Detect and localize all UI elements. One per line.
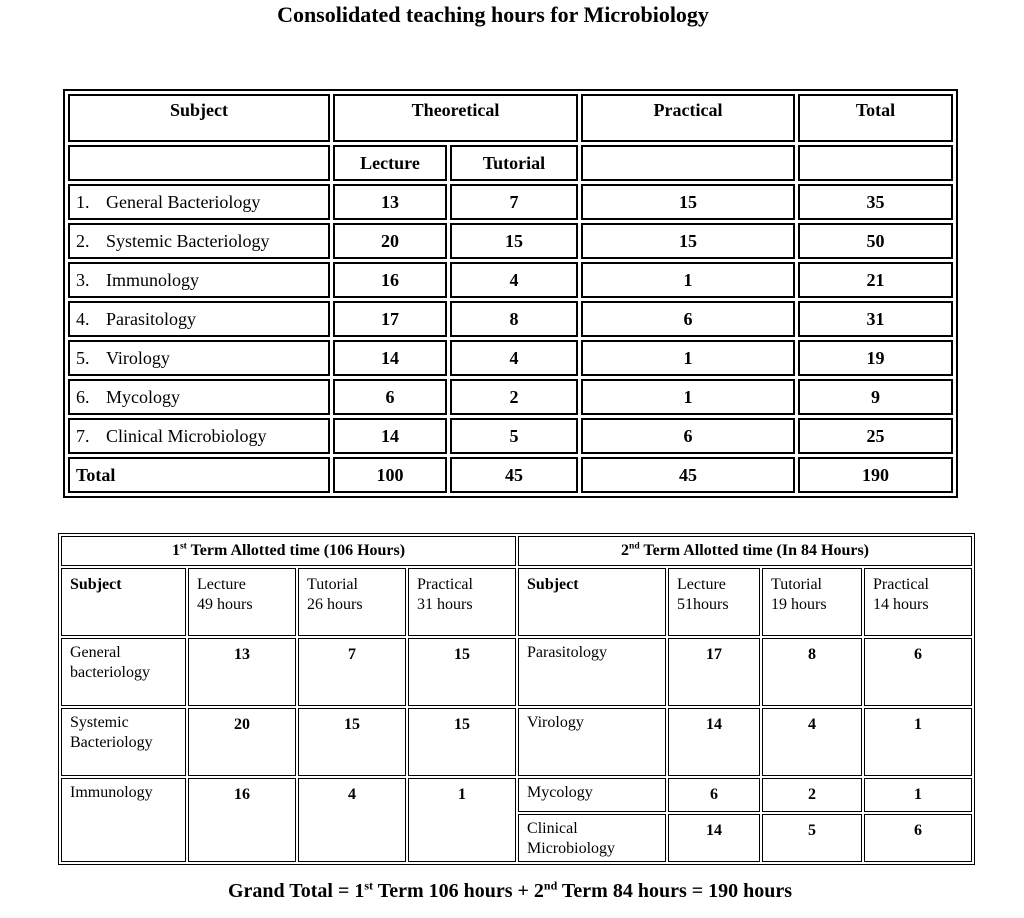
row-number: 5. [76, 347, 90, 368]
term1-subject-cell: Immunology [61, 778, 186, 862]
lecture-cell: 6 [333, 379, 447, 415]
practical-cell: 6 [581, 418, 795, 454]
term1-tutorial-cell: 4 [298, 778, 406, 862]
total-cell: 19 [798, 340, 953, 376]
term1-tutorial-cell: 7 [298, 638, 406, 706]
term1-header: 1st Term Allotted time (106 Hours) [61, 536, 516, 566]
subject-name: Mycology [106, 386, 180, 407]
row-number: 6. [76, 386, 90, 407]
term1-subject-header: Subject [61, 568, 186, 636]
row-number: 2. [76, 230, 90, 251]
lecture-cell: 16 [333, 262, 447, 298]
subject-cell [68, 262, 330, 298]
total-header: Total [798, 94, 953, 142]
row-number: 7. [76, 425, 90, 446]
subject-name: Systemic Bacteriology [106, 230, 270, 251]
term2-practical-cell: 1 [864, 708, 972, 776]
term1-subject-cell: General bacteriology [61, 638, 186, 706]
subject-name: Immunology [106, 269, 199, 290]
row-number: 3. [76, 269, 90, 290]
lecture-header: Lecture [333, 145, 447, 181]
practical-cell: 1 [581, 340, 795, 376]
term2-tutorial-cell: 4 [762, 708, 862, 776]
subject-name: Parasitology [106, 308, 196, 329]
subject-name: Clinical Microbiology [106, 425, 267, 446]
tutorial-cell: 2 [450, 379, 578, 415]
term2-subject-cell: Mycology [518, 778, 666, 812]
term1-subject-cell: Systemic Bacteriology [61, 708, 186, 776]
theoretical-header: Theoretical [333, 94, 578, 142]
term1-practical-cell: 1 [408, 778, 516, 862]
table-row [68, 262, 953, 298]
term1-lecture-header: Lecture 49 hours [188, 568, 296, 636]
subject-cell [68, 184, 330, 220]
term2-subject-cell: Virology [518, 708, 666, 776]
total-cell: 50 [798, 223, 953, 259]
term2-lecture-header: Lecture 51hours [668, 568, 760, 636]
total-lecture: 100 [333, 457, 447, 493]
total-cell: 31 [798, 301, 953, 337]
lecture-cell: 14 [333, 340, 447, 376]
term1-tutorial-cell: 15 [298, 708, 406, 776]
term2-practical-cell: 6 [864, 814, 972, 862]
term1-tutorial-header: Tutorial 26 hours [298, 568, 406, 636]
term2-lecture-cell: 14 [668, 708, 760, 776]
term1-lecture-cell: 16 [188, 778, 296, 862]
grand-total-line: Grand Total = 1st Term 106 hours + 2nd Term 84 hours = 190 hours [227, 878, 793, 902]
practical-cell: 1 [581, 262, 795, 298]
term1-practical-cell: 15 [408, 638, 516, 706]
term2-lecture-cell: 17 [668, 638, 760, 706]
subject-cell [68, 340, 330, 376]
subject-header: Subject [68, 94, 330, 142]
empty-cell [581, 145, 795, 181]
practical-cell: 1 [581, 379, 795, 415]
row-number: 1. [76, 191, 90, 212]
term2-tutorial-cell: 2 [762, 778, 862, 812]
term2-subject-header: Subject [518, 568, 666, 636]
term2-header: 2nd Term Allotted time (In 84 Hours) [518, 536, 972, 566]
term1-practical-header: Practical 31 hours [408, 568, 516, 636]
practical-cell: 15 [581, 184, 795, 220]
page-title: Consolidated teaching hours for Microbiology [277, 2, 709, 27]
subject-cell [68, 418, 330, 454]
total-tutorial: 45 [450, 457, 578, 493]
tutorial-cell: 7 [450, 184, 578, 220]
lecture-cell: 13 [333, 184, 447, 220]
table-row [68, 301, 953, 337]
subject-cell [68, 223, 330, 259]
total-row [68, 457, 953, 493]
total-cell: 25 [798, 418, 953, 454]
table-row [61, 778, 972, 812]
table-row [61, 708, 972, 776]
total-practical: 45 [581, 457, 795, 493]
subject-cell [68, 301, 330, 337]
term1-lecture-cell: 13 [188, 638, 296, 706]
table-row [68, 223, 953, 259]
table-row [61, 638, 972, 706]
subject-name: Virology [106, 347, 170, 368]
tutorial-cell: 5 [450, 418, 578, 454]
column-header-row [61, 568, 972, 636]
table-row [68, 340, 953, 376]
term1-practical-cell: 15 [408, 708, 516, 776]
term2-practical-cell: 1 [864, 778, 972, 812]
term2-tutorial-cell: 8 [762, 638, 862, 706]
practical-cell: 15 [581, 223, 795, 259]
term2-subject-cell: Clinical Microbiology [518, 814, 666, 862]
term2-lecture-cell: 14 [668, 814, 760, 862]
term2-subject-cell: Parasitology [518, 638, 666, 706]
total-cell: 9 [798, 379, 953, 415]
term1-lecture-cell: 20 [188, 708, 296, 776]
lecture-cell: 17 [333, 301, 447, 337]
tutorial-cell: 8 [450, 301, 578, 337]
empty-cell [68, 145, 330, 181]
subject-cell [68, 379, 330, 415]
subject-name: General Bacteriology [106, 191, 261, 212]
term2-practical-header: Practical 14 hours [864, 568, 972, 636]
subheader-row [68, 145, 953, 181]
term2-tutorial-cell: 5 [762, 814, 862, 862]
practical-cell: 6 [581, 301, 795, 337]
table-row [68, 184, 953, 220]
term-header-row [61, 536, 972, 566]
lecture-cell: 14 [333, 418, 447, 454]
total-cell: 35 [798, 184, 953, 220]
practical-header: Practical [581, 94, 795, 142]
term-allotment-table [58, 533, 975, 865]
consolidated-hours-table [63, 89, 958, 498]
term2-tutorial-header: Tutorial 19 hours [762, 568, 862, 636]
tutorial-cell: 4 [450, 262, 578, 298]
table-row [68, 418, 953, 454]
table-row [68, 379, 953, 415]
tutorial-cell: 4 [450, 340, 578, 376]
grand-total-cell: 190 [798, 457, 953, 493]
total-cell: 21 [798, 262, 953, 298]
total-label: Total [68, 457, 330, 493]
empty-cell [798, 145, 953, 181]
tutorial-header: Tutorial [450, 145, 578, 181]
row-number: 4. [76, 308, 90, 329]
lecture-cell: 20 [333, 223, 447, 259]
header-row [68, 94, 953, 142]
term2-practical-cell: 6 [864, 638, 972, 706]
term2-lecture-cell: 6 [668, 778, 760, 812]
tutorial-cell: 15 [450, 223, 578, 259]
